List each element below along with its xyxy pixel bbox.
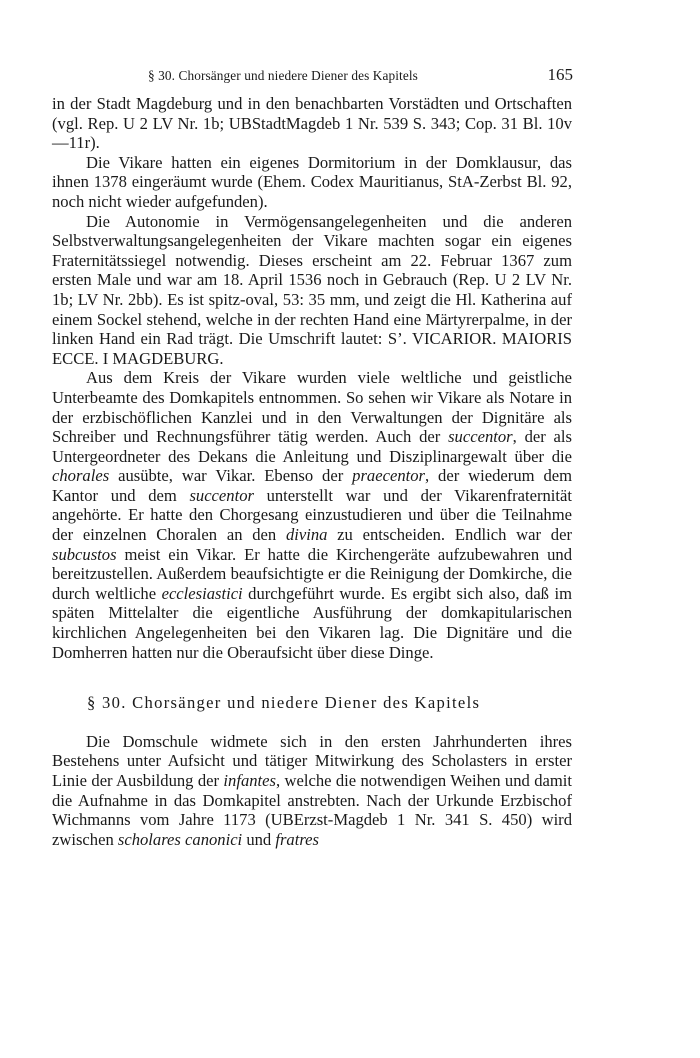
- italic-term: chorales: [52, 466, 110, 486]
- paragraph-group-section: [52, 732, 572, 850]
- body-text: [52, 94, 572, 849]
- paragraph: [52, 94, 572, 153]
- paragraph: [52, 212, 572, 369]
- running-head: [52, 62, 572, 88]
- italic-term: succentor: [189, 485, 254, 505]
- text-run: Die Domschule widmete sich in den ersten Jahrhunderten ihres Bestehens unter Aufsicht und tätiger Mitwirkung des Scholasters in erster Linie der Ausbildung der: [52, 731, 572, 790]
- italic-term: infantes: [223, 771, 276, 790]
- page-number: 165: [547, 65, 573, 84]
- text-run: unterstellt war und der Vikarenfraternität angehörte. Er hatte den Chorgesang einzustudieren und über die Teilnahme der einzelnen Choralen an den: [52, 485, 572, 545]
- text-run: ausübte, war Vikar. Ebenso der: [109, 466, 353, 486]
- italic-term: scholares canonici: [117, 829, 243, 849]
- italic-term: ecclesiastici: [161, 583, 243, 603]
- text-run: , der als Untergeordneter des Dekans die Anleitung und Disziplinargewalt über die: [52, 427, 572, 466]
- italic-term: praecentor: [352, 466, 425, 486]
- section-heading: § 30. Chorsänger und niedere Diener des Kapitels: [87, 693, 481, 713]
- paragraph-group-main: [52, 94, 572, 662]
- italic-term: divina: [285, 525, 328, 545]
- paragraph: [52, 732, 572, 850]
- text-run: und: [242, 829, 276, 849]
- paragraph: [52, 368, 572, 662]
- text-run: durchgeführt wurde. Es ergibt sich also, daß im späten Mittelalter die eigentliche Ausführung der domkapitularischen kirchlichen Angelegenheiten bei den Vikaren lag. Die Dignitäre und die Domherren hatten nur die Oberaufsicht über diese Dinge.: [52, 583, 572, 662]
- text-run: Die Autonomie in Vermögensangelegenheiten und die anderen Selbstverwaltungsangelegenheiten der Vikare machten sogar ein eigenes Fraternitätssiegel notwendig. Dieses erscheint am 22. Februar 1367 zum ersten Male und war am 18. April 1536 noch in Gebrauch (Rep. U 2 LV Nr. 1b; LV Nr. 2bb). Es ist spitz-oval, 53: 35 mm, und zeigt die Hl. Katherina auf einem Sockel stehend, welche in der rechten Hand eine Märtyrerpalme, in der linken Hand ein Rad trägt. Die Umschrift lautet: S’. VICARIOR. MAIORIS ECCE. I MAGDEBURG.: [52, 211, 572, 368]
- text-run: meist ein Vikar. Er hatte die Kirchengeräte aufzubewahren und bereitzustellen. Außerdem beaufsichtigte er die Reinigung der Domkirche, die durch weltliche: [52, 544, 572, 603]
- text-run: Aus dem Kreis der Vikare wurden viele weltliche und geistliche Unterbeamte des Domkapitels entnommen. So sehen wir Vikare als Notare in der erzbischöflichen Kanzlei und in den Verwaltungen der Dignitäre als Schreiber und Rechnungsführer tätig werden. Auch der: [52, 368, 572, 447]
- book-page: [52, 62, 572, 849]
- italic-term: fratres: [275, 829, 319, 849]
- text-run: in der Stadt Magdeburg und in den benachbarten Vorstädten und Ortschaften (vgl. Rep. U 2 LV Nr. 1b; UBStadtMagdeb 1 Nr. 539 S. 343; Cop. 31 Bl. 10v—11r).: [52, 94, 572, 153]
- text-run: zu entscheiden. Endlich war der: [327, 525, 572, 545]
- text-run: , der wiederum dem Kantor und dem: [52, 466, 573, 505]
- running-title: § 30. Chorsänger und niedere Diener des Kapitels: [148, 68, 418, 83]
- italic-term: succentor: [448, 427, 513, 447]
- text-run: , welche die notwendigen Weihen und damit die Aufnahme in das Domkapitel anstrebten. Nach der Urkunde Erzbischof Wichmanns vom Jahre 1173 (UBErzst-Magdeb 1 Nr. 341 S. 450) wird zwischen: [52, 771, 572, 849]
- italic-term: subcustos: [52, 544, 117, 564]
- text-run: Die Vikare hatten ein eigenes Dormitorium in der Domklausur, das ihnen 1378 eingeräumt wurde (Ehem. Codex Mauritianus, StA-Zerbst Bl. 92, noch nicht wieder aufgefunden).: [52, 152, 572, 211]
- paragraph: [52, 153, 572, 212]
